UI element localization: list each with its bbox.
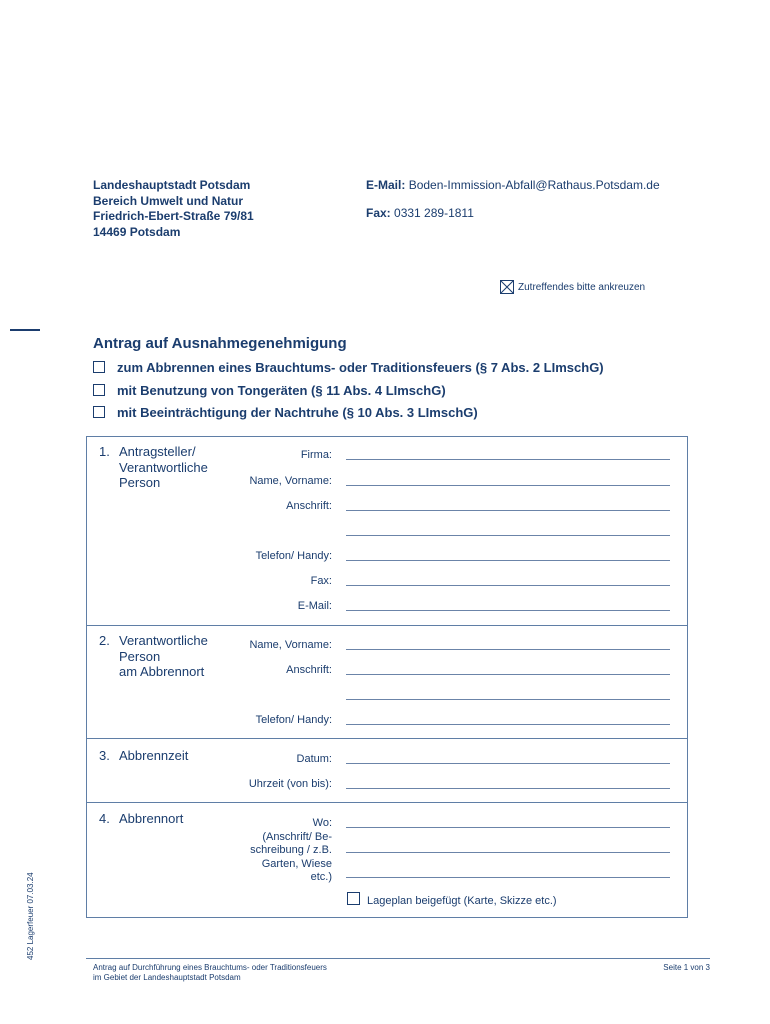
option-label: mit Benutzung von Tongeräten (§ 11 Abs. 4 LImschG) — [117, 383, 446, 398]
address-line-3: Friedrich-Ebert-Straße 79/81 — [93, 209, 254, 223]
option-checkbox[interactable] — [93, 406, 105, 418]
datum-input-line[interactable] — [346, 763, 670, 764]
anschrift-input-line[interactable] — [346, 510, 670, 511]
email-input-line[interactable] — [346, 610, 670, 611]
email-value: Boden-Immission-Abfall@Rathaus.Potsdam.de — [408, 178, 660, 192]
page-number: Seite 1 von 3 — [663, 963, 710, 972]
section-4-title — [99, 811, 183, 827]
fold-mark — [10, 329, 40, 331]
field-label-uhrzeit: Uhrzeit (von bis): — [248, 778, 332, 790]
crossed-checkbox-icon — [500, 280, 514, 294]
firma-input-line[interactable] — [346, 459, 670, 460]
wo-label-line: etc.) — [310, 871, 332, 883]
address-line-1: Landeshauptstadt Potsdam — [93, 178, 251, 192]
section-number: 2. — [99, 633, 110, 648]
section-title-line: Person — [119, 475, 161, 490]
footer-line-2: im Gebiet der Landeshauptstadt Potsdam — [93, 973, 241, 982]
field-label-name: Name, Vorname: — [249, 475, 332, 487]
section-title-line: Antragsteller/ — [119, 444, 196, 459]
field-label-fax: Fax: — [310, 575, 332, 587]
uhrzeit-input-line[interactable] — [346, 788, 670, 789]
wo-input-line-2[interactable] — [346, 852, 670, 853]
name-input-line[interactable] — [346, 649, 670, 650]
option-checkbox[interactable] — [93, 361, 105, 373]
page-title: Antrag auf Ausnahmegenehmigung — [93, 335, 347, 352]
section-divider — [86, 625, 688, 626]
fax-value: 0331 289-1811 — [394, 206, 474, 220]
section-title-line: Abbrennort — [119, 811, 184, 826]
field-label-datum: Datum: — [296, 753, 332, 765]
footer-text — [93, 963, 327, 983]
footer-divider — [86, 958, 710, 959]
section-divider — [86, 802, 688, 803]
field-label-anschrift: Anschrift: — [286, 664, 332, 676]
field-label-telefon: Telefon/ Handy: — [255, 550, 332, 562]
section-title-line: Verantwortliche — [119, 633, 208, 648]
fax-label: Fax: — [366, 206, 391, 220]
section-3-title — [99, 748, 188, 764]
anschrift-input-line[interactable] — [346, 674, 670, 675]
lageplan-checkbox[interactable] — [347, 892, 360, 905]
section-1-title — [99, 444, 208, 491]
telefon-input-line[interactable] — [346, 560, 670, 561]
field-label-firma: Firma: — [300, 449, 332, 461]
document-code: 452 Lagerfeuer 07.03.24 — [26, 872, 35, 960]
option-label: mit Beeinträchtigung der Nachtruhe (§ 10 Abs. 3 LImschG) — [117, 405, 478, 420]
section-title-line: am Abbrennort — [119, 664, 205, 679]
email-label: E-Mail: — [366, 178, 406, 192]
wo-input-line-3[interactable] — [346, 877, 670, 878]
section-number: 3. — [99, 748, 110, 763]
wo-label-line: Garten, Wiese — [261, 857, 332, 870]
telefon-input-line[interactable] — [346, 724, 670, 725]
address-line-4: 14469 Potsdam — [93, 224, 181, 239]
section-title-line: Verantwortliche — [119, 459, 208, 475]
option-brauchtumsfeuer[interactable] — [93, 360, 604, 375]
anschrift-input-line-2[interactable] — [346, 699, 670, 700]
wo-label-line: schreibung / z.B. — [250, 844, 332, 856]
lageplan-checkbox-row[interactable] — [347, 892, 557, 907]
fax-contact — [366, 206, 474, 220]
field-label-anschrift: Anschrift: — [286, 500, 332, 512]
footer-line-1: Antrag auf Durchführung eines Brauchtums- oder Traditionsfeuers — [93, 963, 327, 972]
field-label-telefon: Telefon/ Handy: — [255, 714, 332, 726]
option-checkbox[interactable] — [93, 384, 105, 396]
option-label: zum Abbrennen eines Brauchtums- oder Traditionsfeuers (§ 7 Abs. 2 LImschG) — [117, 360, 604, 375]
wo-label-line: (Anschrift/ Be- — [262, 830, 332, 843]
fax-input-line[interactable] — [346, 585, 670, 586]
hint-text: Zutreffendes bitte ankreuzen — [518, 282, 646, 293]
section-title-line: Abbrennzeit — [119, 748, 189, 763]
sender-address — [93, 178, 254, 240]
wo-input-line[interactable] — [346, 827, 670, 828]
field-label-wo — [250, 817, 332, 885]
wo-label-line: Wo: — [312, 817, 332, 829]
section-divider — [86, 738, 688, 739]
address-line-2: Bereich Umwelt und Natur — [93, 193, 244, 208]
field-label-email: E-Mail: — [297, 600, 332, 612]
section-number: 4. — [99, 811, 110, 826]
section-title-line: Person — [119, 648, 161, 664]
section-2-title — [99, 633, 208, 680]
lageplan-label: Lageplan beigefügt (Karte, Skizze etc.) — [367, 895, 557, 907]
section-number: 1. — [99, 444, 110, 459]
email-contact — [366, 178, 660, 192]
option-nachtruhe[interactable] — [93, 405, 478, 420]
name-input-line[interactable] — [346, 485, 670, 486]
anschrift-input-line-2[interactable] — [346, 535, 670, 536]
field-label-name: Name, Vorname: — [249, 639, 332, 651]
option-tongeraete[interactable] — [93, 383, 446, 398]
